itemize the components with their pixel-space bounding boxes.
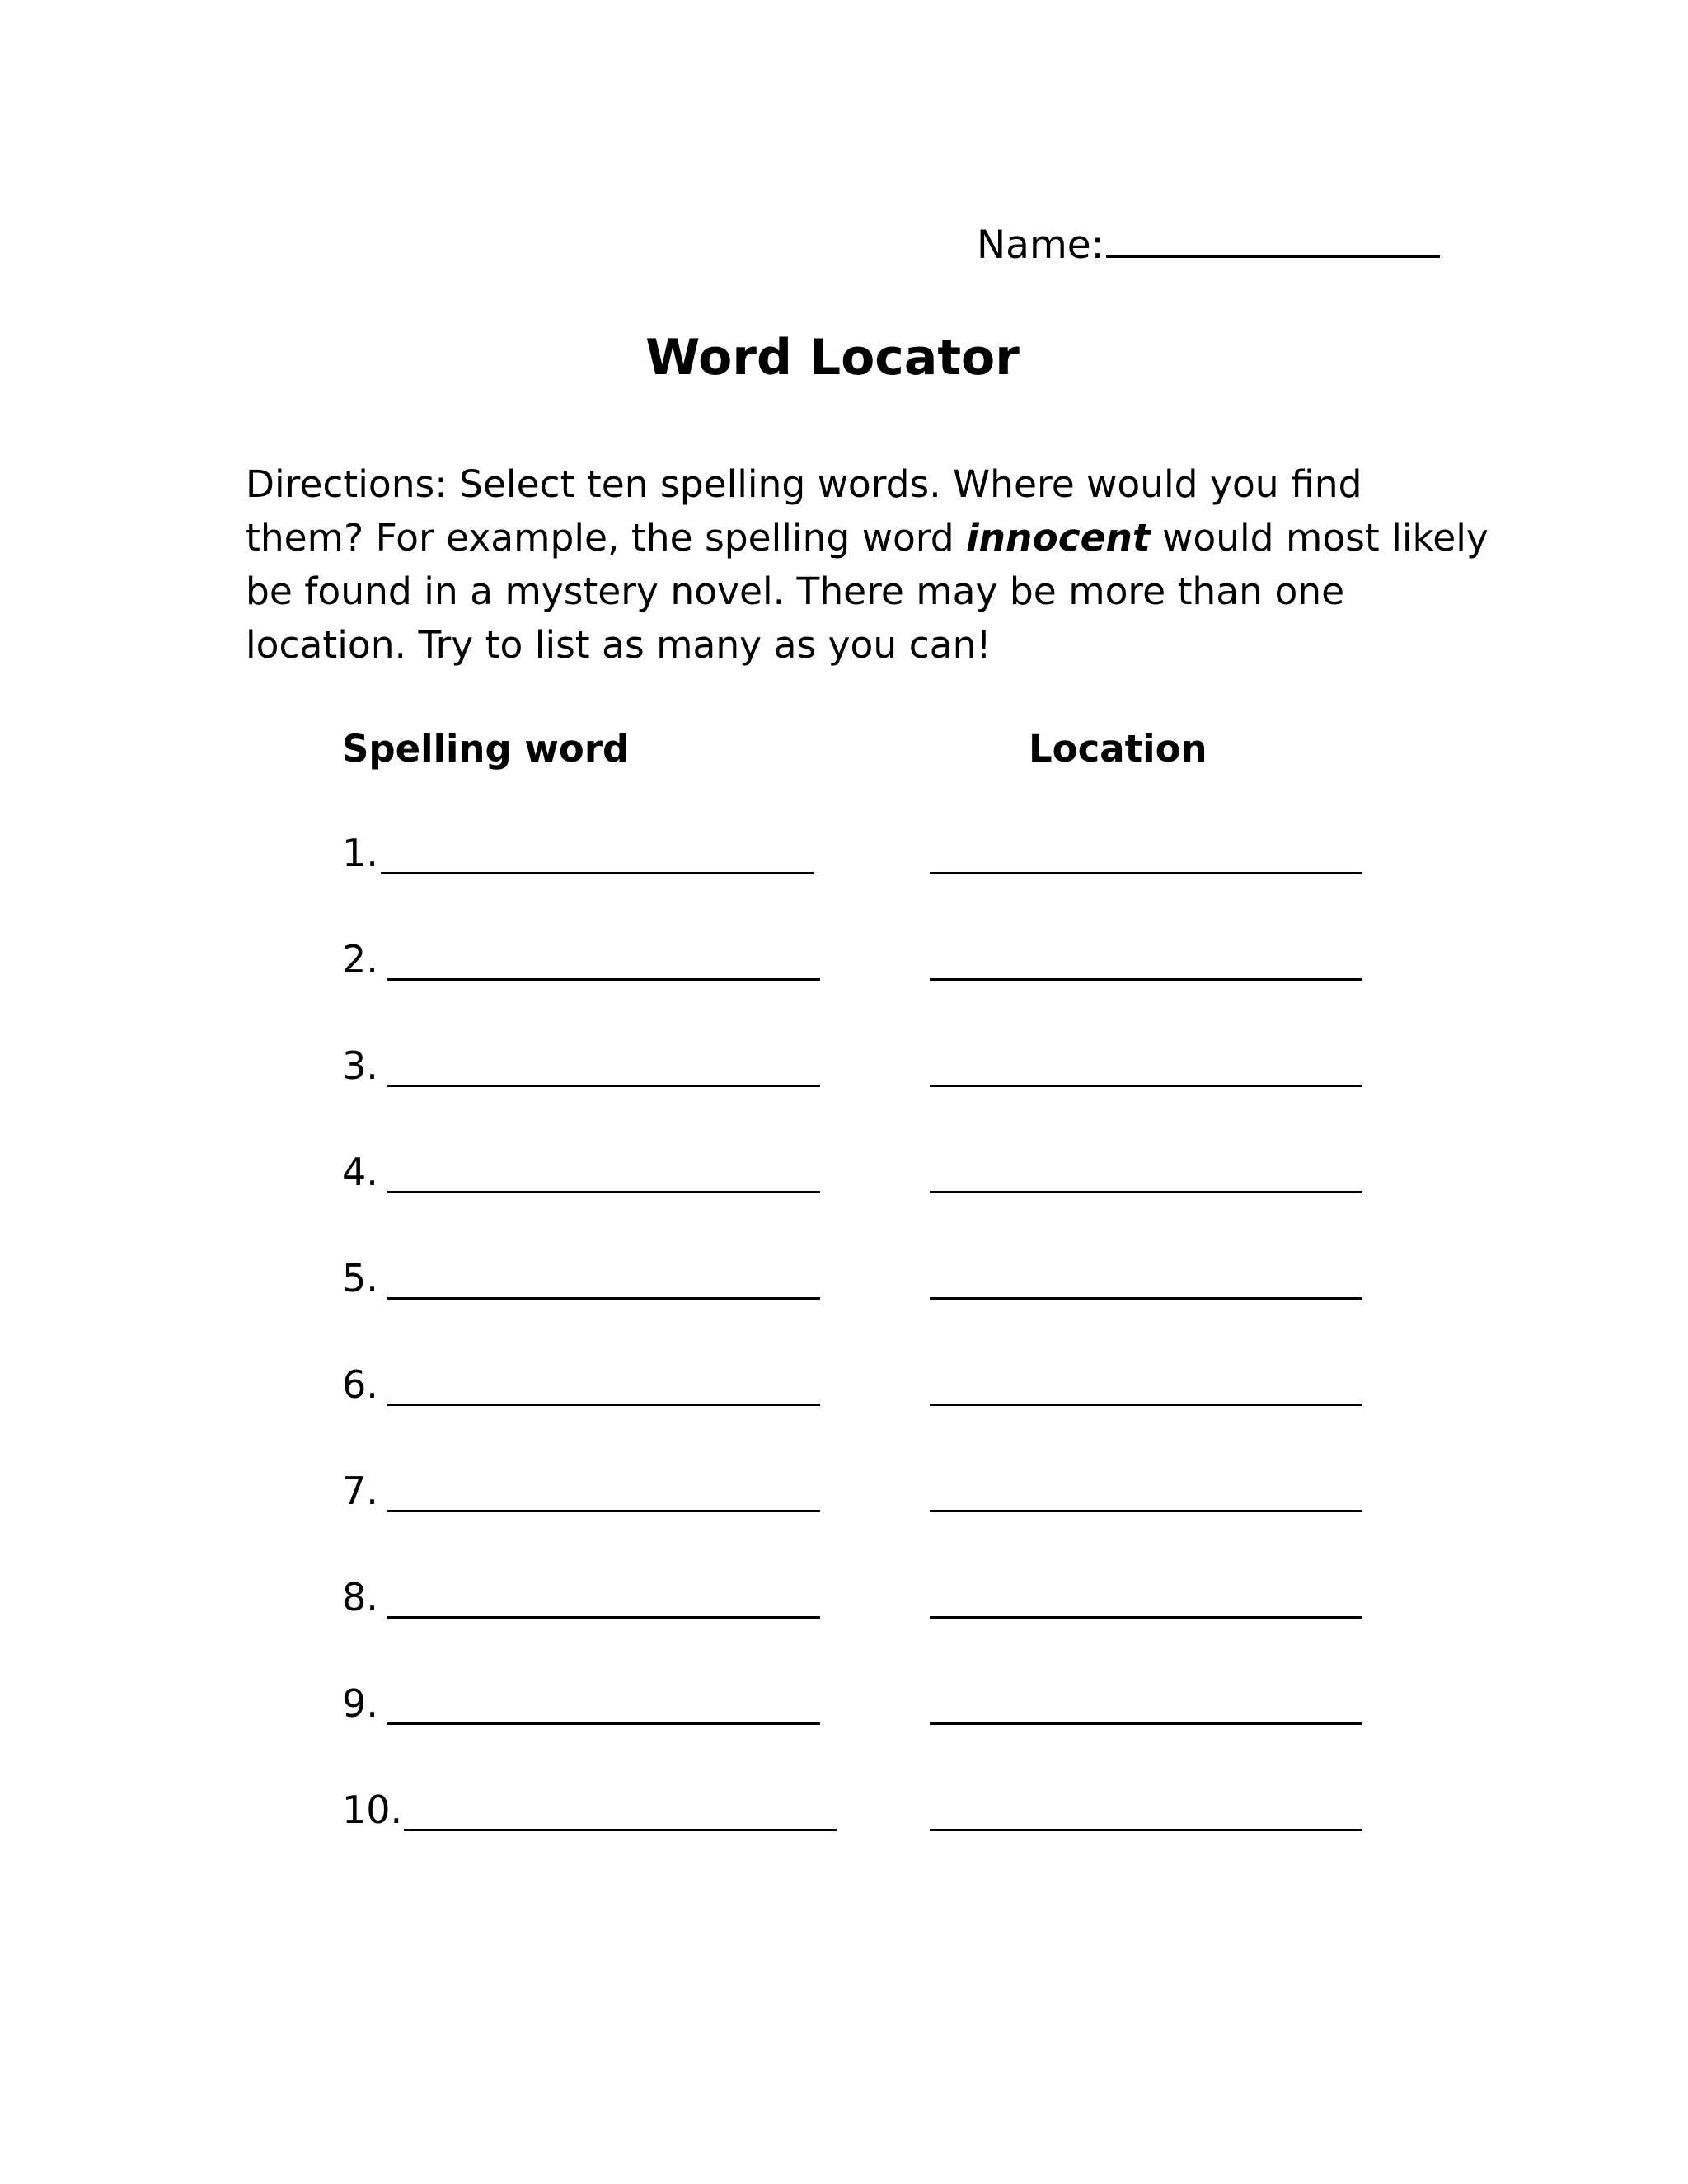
item-number: 4. xyxy=(342,1150,378,1194)
spelling-word-blank[interactable] xyxy=(404,1829,837,1831)
list-item xyxy=(342,935,1372,984)
list-item xyxy=(342,1679,1372,1728)
location-header: Location xyxy=(1029,727,1207,771)
directions-line-2-end: would most likely xyxy=(1150,516,1489,560)
location-blank[interactable] xyxy=(930,1829,1362,1831)
list-item xyxy=(342,1360,1372,1409)
example-word: innocent xyxy=(966,516,1151,560)
item-number: 3. xyxy=(342,1043,378,1088)
location-blank[interactable] xyxy=(930,978,1362,981)
page-title: Word Locator xyxy=(645,329,1020,387)
location-blank[interactable] xyxy=(930,1616,1362,1619)
item-number: 10. xyxy=(342,1788,403,1832)
item-number: 2. xyxy=(342,937,378,982)
location-blank[interactable] xyxy=(930,1404,1362,1406)
location-blank[interactable] xyxy=(930,872,1362,874)
location-blank[interactable] xyxy=(930,1722,1362,1725)
item-number: 1. xyxy=(342,831,378,875)
item-number: 7. xyxy=(342,1469,378,1513)
location-blank[interactable] xyxy=(930,1510,1362,1512)
name-blank-line[interactable] xyxy=(1106,216,1440,258)
directions-line-4: location. Try to list as many as you can! xyxy=(246,623,992,667)
location-blank[interactable] xyxy=(930,1191,1362,1193)
directions-line-2-start: them? For example, the spelling word xyxy=(246,516,967,560)
spelling-word-blank[interactable] xyxy=(387,978,820,981)
list-item xyxy=(342,1466,1372,1516)
list-item xyxy=(342,1254,1372,1303)
list-item xyxy=(342,1572,1372,1622)
list-item xyxy=(342,1785,1372,1835)
name-field[interactable] xyxy=(977,216,1440,270)
item-number: 9. xyxy=(342,1681,378,1726)
spelling-word-blank[interactable] xyxy=(387,1085,820,1087)
spelling-word-blank[interactable] xyxy=(387,1191,820,1193)
item-number: 8. xyxy=(342,1575,378,1619)
directions-line-3: be found in a mystery novel. There may be more than one xyxy=(246,569,1345,613)
directions-line-2 xyxy=(246,511,1489,565)
spelling-word-blank[interactable] xyxy=(387,1297,820,1300)
directions-line-1: Directions: Select ten spelling words. Where would you find xyxy=(246,462,1362,506)
spelling-word-blank[interactable] xyxy=(387,1404,820,1406)
item-number: 6. xyxy=(342,1362,378,1407)
list-item xyxy=(342,828,1372,878)
list-item xyxy=(342,1147,1372,1197)
spelling-word-header: Spelling word xyxy=(342,727,630,771)
item-number: 5. xyxy=(342,1256,378,1301)
spelling-word-blank[interactable] xyxy=(387,1510,820,1512)
location-blank[interactable] xyxy=(930,1297,1362,1300)
location-blank[interactable] xyxy=(930,1085,1362,1087)
directions-paragraph xyxy=(246,457,1489,672)
spelling-word-blank[interactable] xyxy=(381,872,814,874)
spelling-word-blank[interactable] xyxy=(387,1616,820,1619)
list-item xyxy=(342,1041,1372,1090)
name-label: Name: xyxy=(977,223,1104,268)
spelling-word-blank[interactable] xyxy=(387,1722,820,1725)
